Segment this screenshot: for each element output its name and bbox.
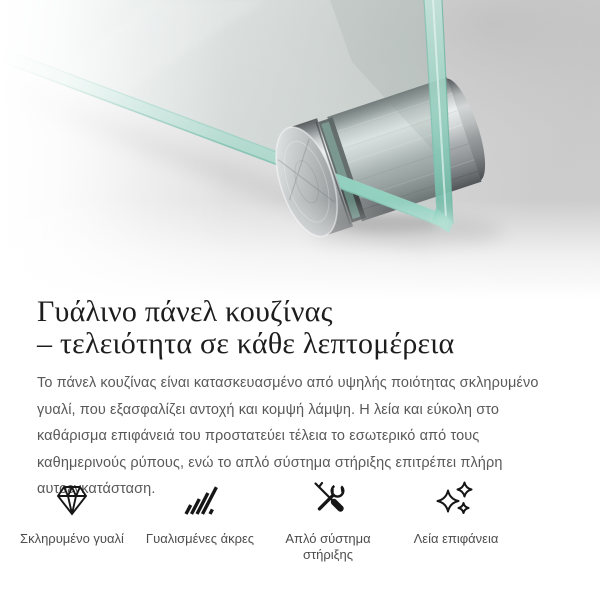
feature-row: [8, 480, 520, 563]
tools-icon: [264, 480, 392, 520]
feature-polished-edges: [136, 480, 264, 563]
feature-tempered-glass: [8, 480, 136, 563]
feature-smooth-surface: [392, 480, 520, 563]
page-title-line2: – τελειότητα σε κάθε λεπτομέρεια: [37, 327, 455, 360]
feature-mounting-system: [264, 480, 392, 563]
diagonal-stripes-icon: [136, 480, 264, 520]
page-title-line1: Γυάλινο πάνελ κουζίνας: [37, 295, 333, 328]
page-title: [37, 296, 563, 360]
description-paragraph: Το πάνελ κουζίνας είναι κατασκευασμένο από υψηλής ποιότητας σκληρυμένο γυαλί, που εξασφαλίζει αντοχή και κομψή λάμψη. Η λεία και εύκολη στο καθάρισμα επιφάνειά του προστατεύει τέλεια το εσωτερικό από τους καθημερινούς ρύπους, ενώ το απλό σύστημα στήριξης επιτρέπει πλήρη αυτοεγκατάσταση.: [37, 375, 539, 497]
feature-label: Απλό σύστημα στήριξης: [285, 531, 371, 562]
feature-label: Σκληρυμένο γυαλί: [20, 531, 124, 546]
content-section: [37, 296, 563, 503]
diamond-icon: [8, 480, 136, 520]
feature-label: Λεία επιφάνεια: [413, 531, 499, 546]
feature-label: Γυαλισμένες άκρες: [145, 531, 255, 546]
sparkles-icon: [392, 480, 520, 520]
bottom-white-fade: [0, 200, 600, 300]
